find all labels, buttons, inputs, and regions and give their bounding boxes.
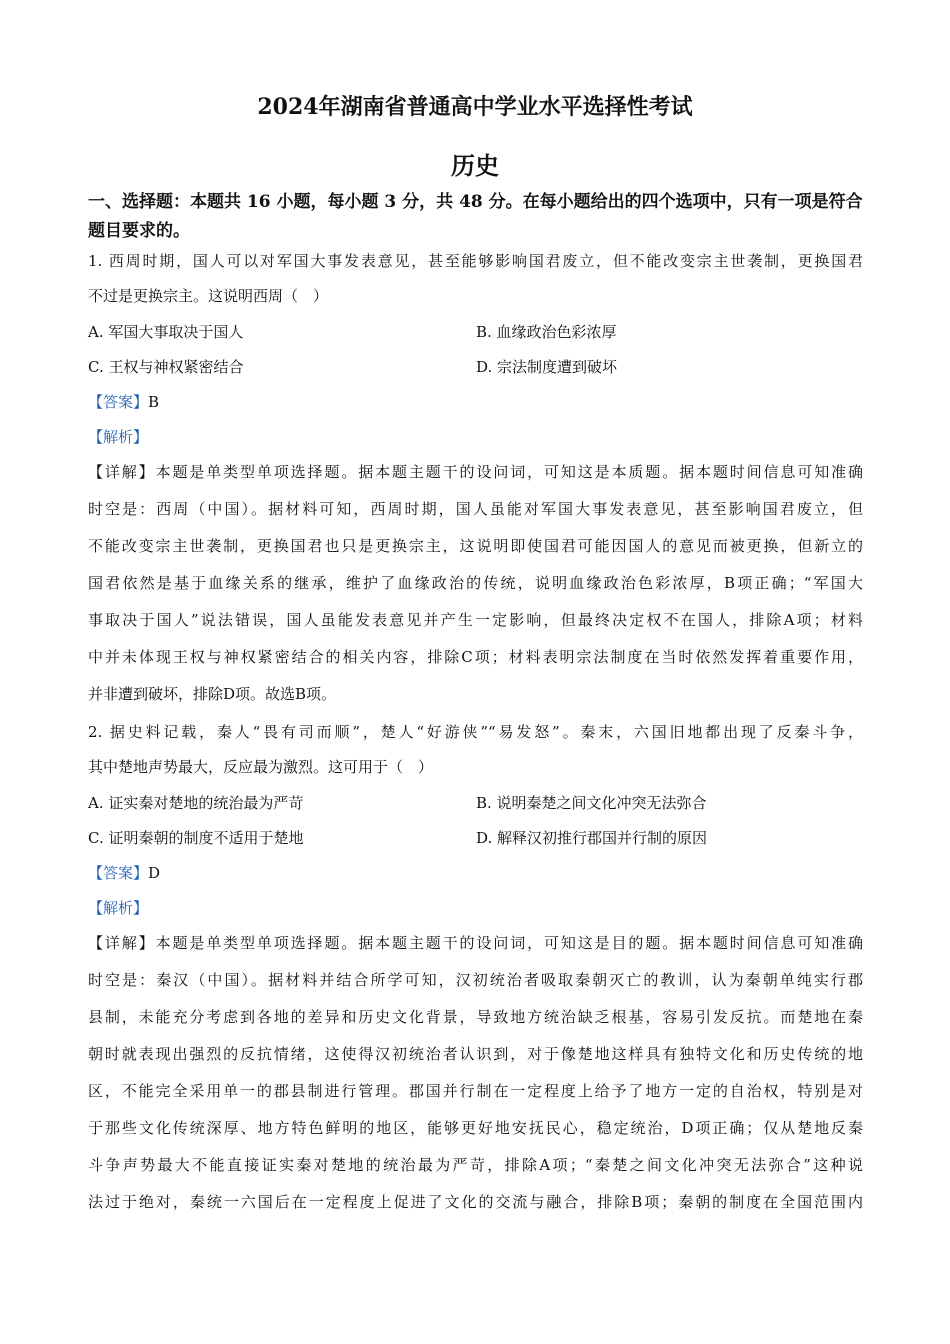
detail-text: 本题是单类型单项选择题。据本题主题干的设问词，可知这是目的题。据本题时间信息可知准确 [155,934,863,952]
q2-answer [88,863,863,883]
q1-detail-line-2: 时空是：西周（中国）。据材料可知，西周时期，国人虽能对军国大事发表意见，甚至影响国君废立，但 [88,500,863,518]
q2-detail-line-1 [88,933,863,953]
q2-analysis [88,898,863,918]
q1-option-c: C. 王权与神权紧密结合 [88,358,244,376]
q1-detail-line-7: 并非遭到破坏，排除D项。故选B项。 [88,685,337,703]
q2-option-a: A. 证实秦对楚地的统治最为严苛 [88,794,304,812]
answer-tag: 【答案】 [88,864,149,882]
exam-title: 2024年湖南省普通高中学业水平选择性考试 [257,94,693,120]
answer-value: D [148,864,161,882]
analysis-tag: 【解析】 [88,899,149,917]
q1-option-a: A. 军国大事取决于国人 [88,323,244,341]
q1-detail-line-1 [88,462,863,482]
q2-option-c: C. 证明秦朝的制度不适用于楚地 [88,829,304,847]
q2-detail-line-5: 区，不能完全采用单一的郡县制进行管理。郡国并行制在一定程度上给予了地方一定的自治权，特别是对 [88,1082,863,1100]
q2-detail-line-4: 朝时就表现出强烈的反抗情绪，这使得汉初统治者认识到，对于像楚地这样具有独特文化和历史传统的地 [88,1045,863,1063]
q2-option-b: B. 说明秦楚之间文化冲突无法弥合 [476,794,707,812]
q1-stem-line-1: 1. 西周时期，国人可以对军国大事发表意见，甚至能够影响国君废立，但不能改变宗主世袭制，更换国君 [88,252,863,270]
q2-detail-line-8: 法过于绝对，秦统一六国后在一定程度上促进了文化的交流与融合，排除B项；秦朝的制度在全国范围内 [88,1193,863,1211]
q2-option-d: D. 解释汉初推行郡国并行制的原因 [476,829,708,847]
section-heading: 一、选择题：本题共 16 小题，每小题 3 分，共 48 分。在每小题给出的四个选项中，只有一项是符合题目要求的。 [88,192,863,241]
q2-detail-line-2: 时空是：秦汉（中国）。据材料并结合所学可知，汉初统治者吸取秦朝灭亡的教训，认为秦朝单纯实行郡 [88,971,863,989]
q2-stem-line-2: 其中楚地声势最大，反应最为激烈。这可用于（ ） [88,758,434,776]
q1-stem-line-2: 不过是更换宗主。这说明西周（ ） [88,287,329,305]
q1-detail-line-4: 国君依然是基于血缘关系的继承，维护了血缘政治的传统，说明血缘政治色彩浓厚，B项正确；“军国大 [88,574,863,592]
q1-detail-line-6: 中并未体现王权与神权紧密结合的相关内容，排除C项；材料表明宗法制度在当时依然发挥着重要作用， [88,648,863,666]
q1-detail-line-5: 事取决于国人”说法错误，国人虽能发表意见并产生一定影响，但最终决定权不在国人，排除A项；材料 [88,611,863,629]
q2-detail-line-7: 斗争声势最大不能直接证实秦对楚地的统治最为严苛，排除A项；“秦楚之间文化冲突无法弥合”这种说 [88,1156,863,1174]
q2-stem-line-1: 2. 据史料记载，秦人“畏有司而顺”，楚人“好游侠”“易发怒”。秦末，六国旧地都出现了反秦斗争， [88,723,863,741]
q2-detail-line-3: 县制，未能充分考虑到各地的差异和历史文化背景，导致地方统治缺乏根基，容易引发反抗。而楚地在秦 [88,1008,863,1026]
answer-tag: 【答案】 [88,393,149,411]
q1-answer [88,392,863,412]
q1-detail-line-3: 不能改变宗主世袭制，更换国君也只是更换宗主，这说明即使国君可能因国人的意见而被更换，但新立的 [88,537,863,555]
answer-value: B [148,393,160,411]
analysis-tag: 【解析】 [88,428,149,446]
detail-tag: 【详解】 [88,934,156,952]
q1-option-d: D. 宗法制度遭到破坏 [476,358,618,376]
q1-option-b: B. 血缘政治色彩浓厚 [476,323,617,341]
q1-analysis [88,427,863,447]
detail-text: 本题是单类型单项选择题。据本题主题干的设问词，可知这是本质题。据本题时间信息可知准确 [155,463,863,481]
subject-title: 历史 [451,151,499,180]
q2-detail-line-6: 于那些文化传统深厚、地方特色鲜明的地区，能够更好地安抚民心，稳定统治，D项正确；仅从楚地反秦 [88,1119,863,1137]
detail-tag: 【详解】 [88,463,156,481]
